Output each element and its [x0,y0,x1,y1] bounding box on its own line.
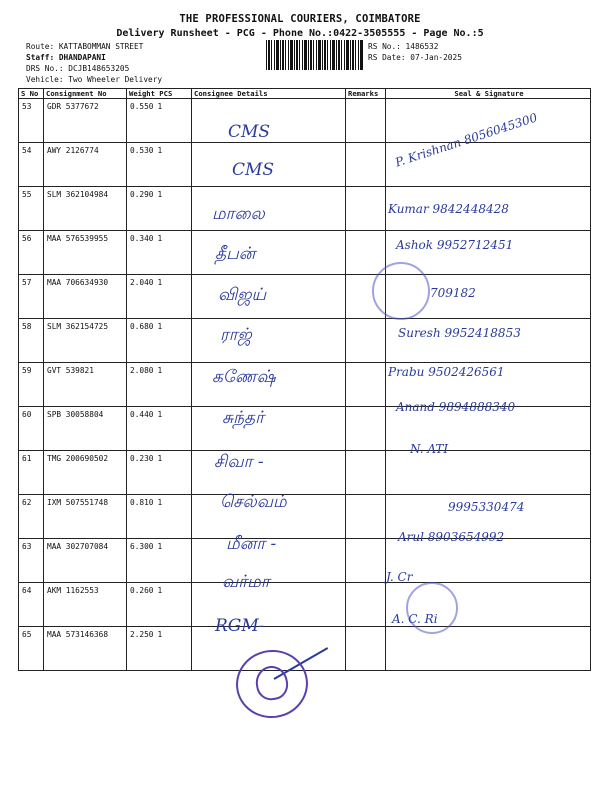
document-subtitle: Delivery Runsheet - PCG - Phone No.:0422-3505555 - Page No.:5 [116,28,484,39]
table-row [19,319,591,363]
row-pcs: 1 [157,366,163,375]
row-weight-pcs [127,363,192,407]
row-pcs: 1 [157,454,163,463]
row-remarks [346,363,386,407]
row-weight: 2.080 [130,366,154,375]
col-consignee: Consignee Details [192,89,346,99]
seal-signature: Arul 8903654992 [398,530,505,544]
table-row [19,363,591,407]
consignee-handwriting: தீபன் [215,244,256,264]
row-consignee [192,407,346,451]
row-sno: 58 [19,319,44,363]
row-pcs: 1 [157,410,163,419]
runsheet-table [18,88,591,671]
row-sno: 54 [19,143,44,187]
vehicle-line: Vehicle: Two Wheeler Delivery [26,75,163,84]
row-weight-pcs [127,187,192,231]
row-consignee [192,319,346,363]
row-consignee [192,143,346,187]
barcode [266,40,364,70]
row-remarks [346,451,386,495]
row-weight: 0.440 [130,410,154,419]
document-title: THE PROFESSIONAL COURIERS, COIMBATORE [179,13,421,25]
row-seal [386,319,591,363]
row-seal [386,539,591,583]
table-row [19,187,591,231]
row-remarks [346,187,386,231]
rs-date-line: RS Date: 07-Jan-2025 [368,53,462,62]
row-remarks [346,99,386,143]
delivery-stamp [406,582,458,634]
row-seal [386,407,591,451]
row-consignment: AKM 1162553 [44,583,127,627]
row-pcs: 1 [157,586,163,595]
row-sno: 64 [19,583,44,627]
row-sno: 56 [19,231,44,275]
col-seal: Seal & Signature [386,89,591,99]
row-remarks [346,539,386,583]
row-weight: 2.040 [130,278,154,287]
row-seal [386,451,591,495]
row-consignee [192,451,346,495]
row-weight-pcs [127,275,192,319]
row-weight-pcs [127,627,192,671]
table-row [19,583,591,627]
seal-signature: P. Krishnan 8056045300 [393,110,540,170]
row-consignment: SLM 362154725 [44,319,127,363]
row-remarks [346,495,386,539]
row-consignee [192,99,346,143]
seal-signature: Ashok 9952712451 [396,238,514,252]
consignee-handwriting: CMS [232,160,275,180]
col-remarks: Remarks [346,89,386,99]
row-consignment: MAA 576539955 [44,231,127,275]
row-pcs: 1 [157,542,163,551]
row-weight-pcs [127,407,192,451]
route-line: Route: KATTABOMMAN STREET [26,42,144,51]
consignee-handwriting: CMS [228,122,271,142]
row-consignment: GVT 539821 [44,363,127,407]
row-weight: 0.260 [130,586,154,595]
row-consignee [192,187,346,231]
row-seal [386,627,591,671]
row-weight: 0.290 [130,190,154,199]
seal-signature: A. C. Ri [392,612,438,626]
row-weight: 0.230 [130,454,154,463]
seal-signature: J. Cr [386,570,413,584]
row-consignee [192,495,346,539]
consignee-handwriting: ராஜ் [220,325,252,345]
runsheet-info-right [368,41,462,63]
consignee-handwriting: சிவா - [214,452,264,472]
table-row [19,539,591,583]
row-weight: 2.250 [130,630,154,639]
row-consignment: SLM 362104984 [44,187,127,231]
row-seal [386,99,591,143]
seal-signature: 709182 [430,286,476,300]
table-row [19,231,591,275]
consignee-handwriting: விஜய் [218,285,267,305]
row-pcs: 1 [157,630,163,639]
row-consignee [192,275,346,319]
row-sno: 65 [19,627,44,671]
row-consignment: GDR 5377672 [44,99,127,143]
row-weight: 0.340 [130,234,154,243]
row-seal [386,363,591,407]
row-consignment: MAA 573146368 [44,627,127,671]
row-seal [386,187,591,231]
row-remarks [346,627,386,671]
row-consignment: MAA 706634930 [44,275,127,319]
row-pcs: 1 [157,322,163,331]
row-sno: 61 [19,451,44,495]
table-row [19,99,591,143]
row-weight: 6.300 [130,542,154,551]
row-sno: 59 [19,363,44,407]
row-sno: 63 [19,539,44,583]
row-weight: 0.680 [130,322,154,331]
seal-signature: Suresh 9952418853 [398,326,521,340]
table-row [19,451,591,495]
table-row [19,407,591,451]
col-weight-pcs [127,89,192,99]
consignee-handwriting: கணேஷ் [212,367,276,387]
row-pcs: 1 [157,102,163,111]
consignee-handwriting: சுந்தர் [222,408,264,428]
row-pcs: 1 [157,498,163,507]
row-seal [386,143,591,187]
table-header-row [19,89,591,99]
row-weight-pcs [127,583,192,627]
row-consignee [192,363,346,407]
delivery-stamp [372,262,430,320]
row-pcs: 1 [157,234,163,243]
seal-signature: Kumar 9842448428 [388,202,509,216]
row-weight: 0.530 [130,146,154,155]
row-consignment: MAA 302707084 [44,539,127,583]
row-remarks [346,583,386,627]
row-sno: 62 [19,495,44,539]
row-consignee [192,583,346,627]
row-consignee [192,231,346,275]
consignee-handwriting: RGM- [215,616,265,636]
row-weight: 0.550 [130,102,154,111]
row-remarks [346,319,386,363]
consignee-handwriting: மாலை [212,204,265,224]
row-sno: 55 [19,187,44,231]
consignee-handwriting: செல்வம் [220,492,287,512]
rs-no-line: RS No.: 1486532 [368,42,439,51]
seal-signature: Prabu 9502426561 [388,365,505,379]
row-pcs: 1 [157,146,163,155]
row-sno: 60 [19,407,44,451]
seal-signature: 9995330474 [448,500,525,514]
table-row [19,143,591,187]
seal-signature: Anand 9894888340 [396,400,516,414]
row-weight-pcs [127,99,192,143]
col-pcs: PCS [159,89,173,98]
row-pcs: 1 [157,278,163,287]
col-weight: Weight [129,89,155,98]
row-weight-pcs [127,231,192,275]
staff-line: Staff: DHANDAPANI [26,53,106,62]
table-row [19,627,591,671]
row-weight: 0.810 [130,498,154,507]
row-consignment: SPB 30058804 [44,407,127,451]
row-remarks [346,143,386,187]
row-weight-pcs [127,495,192,539]
row-consignee [192,539,346,583]
row-consignment: IXM 507551748 [44,495,127,539]
row-consignment: AWY 2126774 [44,143,127,187]
row-weight-pcs [127,539,192,583]
row-remarks [346,231,386,275]
table-row [19,495,591,539]
row-consignment: TMG 200690502 [44,451,127,495]
consignee-handwriting: மீனா - [226,534,277,554]
col-consignment: Consignment No [44,89,127,99]
row-sno: 53 [19,99,44,143]
row-seal [386,495,591,539]
drs-line: DRS No.: DCJB148653205 [26,64,130,73]
row-weight-pcs [127,451,192,495]
runsheet-info-left [26,41,162,85]
row-pcs: 1 [157,190,163,199]
row-sno: 57 [19,275,44,319]
col-sno: S No [19,89,44,99]
seal-signature: N. ATI [410,442,449,456]
table-row [19,275,591,319]
consignee-handwriting: வர்மா [222,572,270,592]
row-remarks [346,407,386,451]
row-weight-pcs [127,143,192,187]
row-weight-pcs [127,319,192,363]
